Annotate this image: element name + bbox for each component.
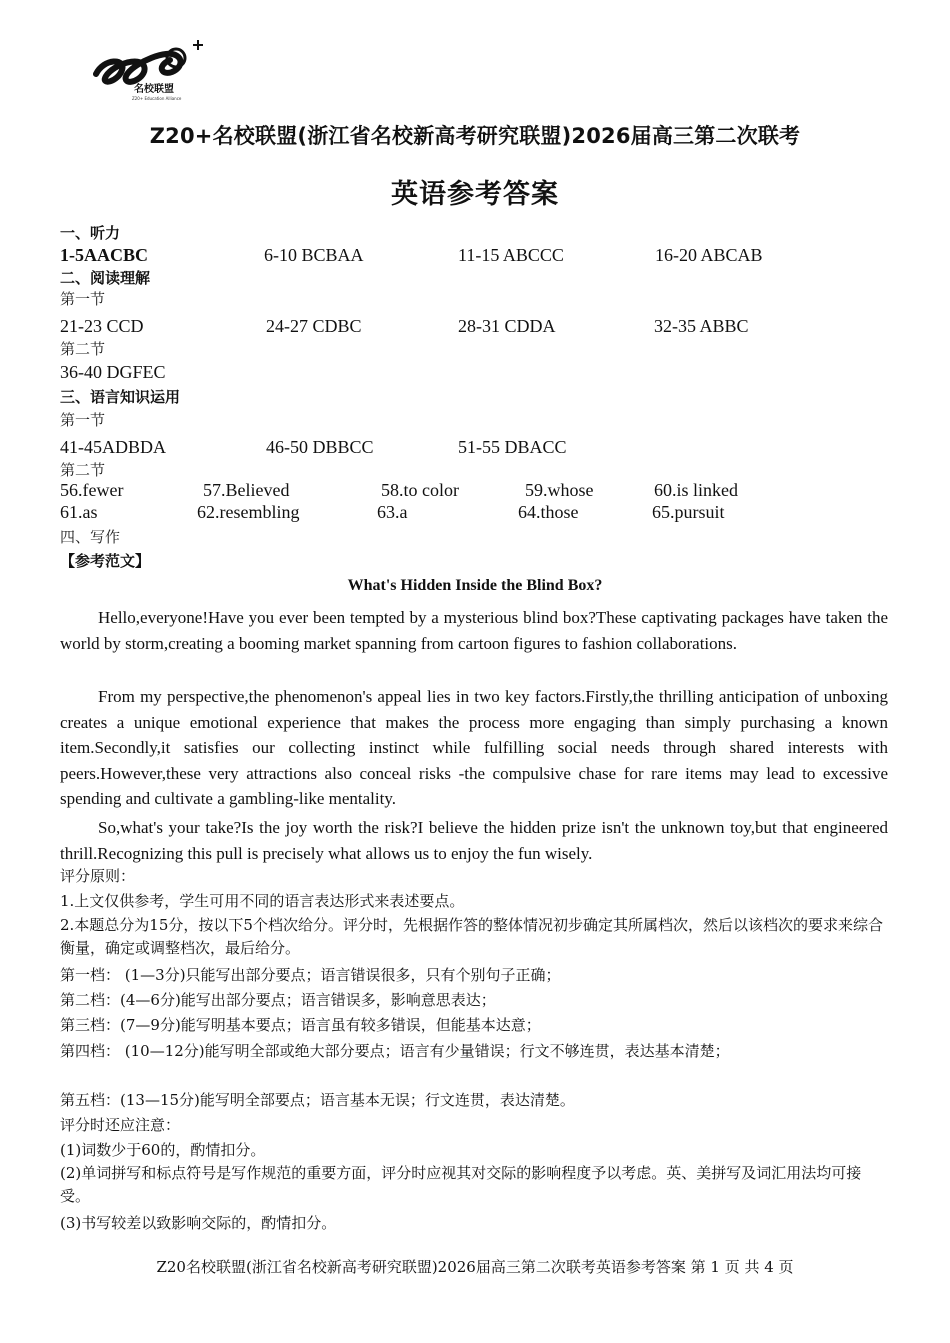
blank-answer-65: 65.pursuit bbox=[652, 502, 725, 522]
logo-brand-text: 名校联盟 bbox=[134, 84, 174, 95]
grading-principle-1: 1.上文仅供参考，学生可用不同的语言表达形式来表述要点。 bbox=[60, 892, 465, 910]
blank-answer-63: 63.a bbox=[377, 502, 408, 522]
reading-answer-3: 28-31 CDDA bbox=[458, 316, 556, 336]
blank-answer-59: 59.whose bbox=[525, 480, 594, 500]
grading-note-3: (3)书写较差以致影响交际的，酌情扣分。 bbox=[60, 1214, 337, 1232]
grading-principle-2: 2.本题总分为15分，按以下5个档次给分。评分时，先根据作答的整体情况初步确定其所属档次，然后以该档次的要求来综合衡量，确定或调整档次，最后给分。 bbox=[60, 916, 883, 957]
language-part2-label: 第二节 bbox=[60, 461, 106, 479]
listening-answer-4: 16-20 ABCAB bbox=[655, 245, 763, 265]
logo-sub-text: Z20+ Education Alliance bbox=[132, 96, 182, 101]
grading-note-2: (2)单词拼写和标点符号是写作规范的重要方面，评分时应视其对交际的影响程度予以考虑。英、美拼写及词汇用法均可接受。 bbox=[60, 1164, 862, 1205]
writing-heading: 四、写作 bbox=[60, 528, 121, 546]
reading-heading: 二、阅读理解 bbox=[60, 269, 151, 287]
grading-level-5: 第五档：(13—15分)能写明全部要点；语言基本无误；行文连贯，表达清楚。 bbox=[60, 1091, 575, 1109]
reading-answer-2: 24-27 CDBC bbox=[266, 316, 362, 336]
blank-answer-56: 56.fewer bbox=[60, 480, 124, 500]
reading-part2-answer: 36-40 DGFEC bbox=[60, 362, 166, 382]
grading-notes-label: 评分时还应注意： bbox=[60, 1116, 181, 1134]
blank-answer-60: 60.is linked bbox=[654, 480, 738, 500]
language-answer-1: 41-45ADBDA bbox=[60, 437, 166, 457]
grading-principles-label: 评分原则： bbox=[60, 867, 136, 885]
language-answer-3: 51-55 DBACC bbox=[458, 437, 567, 457]
sample-essay-label: 【参考范文】 bbox=[60, 552, 151, 570]
essay-title: What's Hidden Inside the Blind Box? bbox=[347, 577, 603, 594]
essay-paragraph-3: So,what's your take?Is the joy worth the risk?I believe the hidden prize isn't the unknown toy,but that engineered thrill.Recognizing this pull is precisely what allows us to enjoy the fun wisely. bbox=[60, 818, 888, 863]
blank-answer-64: 64.those bbox=[518, 502, 579, 522]
essay-paragraph-2: From my perspective,the phenomenon's appeal lies in two key factors.Firstly,the thrilling anticipation of unboxing creates a unique emotional experience that makes the process more engaging than simply purchasing a known item.Secondly,it satisfies our collecting instinct while fulfilling social needs through shared interests with peers.However,these very attractions also conceal risks -the compulsive chase for rare items may lead to excessive spending and cultivate a gambling-like mentality. bbox=[60, 687, 888, 808]
reading-part1-label: 第一节 bbox=[60, 290, 106, 308]
grading-level-3: 第三档：(7—9分)能写明基本要点；语言虽有较多错误，但能基本达意； bbox=[60, 1016, 541, 1034]
reading-answer-4: 32-35 ABBC bbox=[654, 316, 749, 336]
grading-level-4: 第四档： (10—12分)能写明全部或绝大部分要点；语言有少量错误；行文不够连贯，表达基本清楚； bbox=[60, 1042, 730, 1060]
reading-part2-label: 第二节 bbox=[60, 340, 106, 358]
grading-level-2: 第二档：(4—6分)能写出部分要点；语言错误多，影响意思表达； bbox=[60, 991, 496, 1009]
blank-answer-58: 58.to color bbox=[381, 480, 459, 500]
grading-level-1: 第一档： (1—3分)只能写出部分要点；语言错误很多，只有个别句子正确； bbox=[60, 966, 561, 984]
reading-answer-1: 21-23 CCD bbox=[60, 316, 144, 336]
listening-answer-2: 6-10 BCBAA bbox=[264, 245, 364, 265]
blank-answer-62: 62.resembling bbox=[197, 502, 300, 522]
page-footer: Z20名校联盟(浙江省名校新高考研究联盟)2026届高三第二次联考英语参考答案 第 1 页 共 4 页 bbox=[156, 1258, 794, 1276]
grading-note-1: (1)词数少于60的，酌情扣分。 bbox=[60, 1141, 266, 1159]
document-title: Z20+名校联盟(浙江省名校新高考研究联盟)2026届高三第二次联考 bbox=[149, 124, 801, 148]
essay-paragraph-1: Hello,everyone!Have you ever been tempted by a mysterious blind box?These captivating packages have taken the world by storm,creating a booming market spanning from cartoon figures to fashion collaborations. bbox=[60, 608, 888, 653]
language-part1-label: 第一节 bbox=[60, 411, 106, 429]
document-subtitle: 英语参考答案 bbox=[391, 179, 559, 210]
listening-answer-3: 11-15 ABCCC bbox=[458, 245, 564, 265]
listening-answer-1: 1-5AACBC bbox=[60, 245, 148, 265]
listening-heading: 一、听力 bbox=[60, 224, 121, 242]
blank-answer-57: 57.Believed bbox=[203, 480, 290, 500]
language-heading: 三、语言知识运用 bbox=[60, 388, 181, 406]
blank-answer-61: 61.as bbox=[60, 502, 98, 522]
language-answer-2: 46-50 DBBCC bbox=[266, 437, 374, 457]
